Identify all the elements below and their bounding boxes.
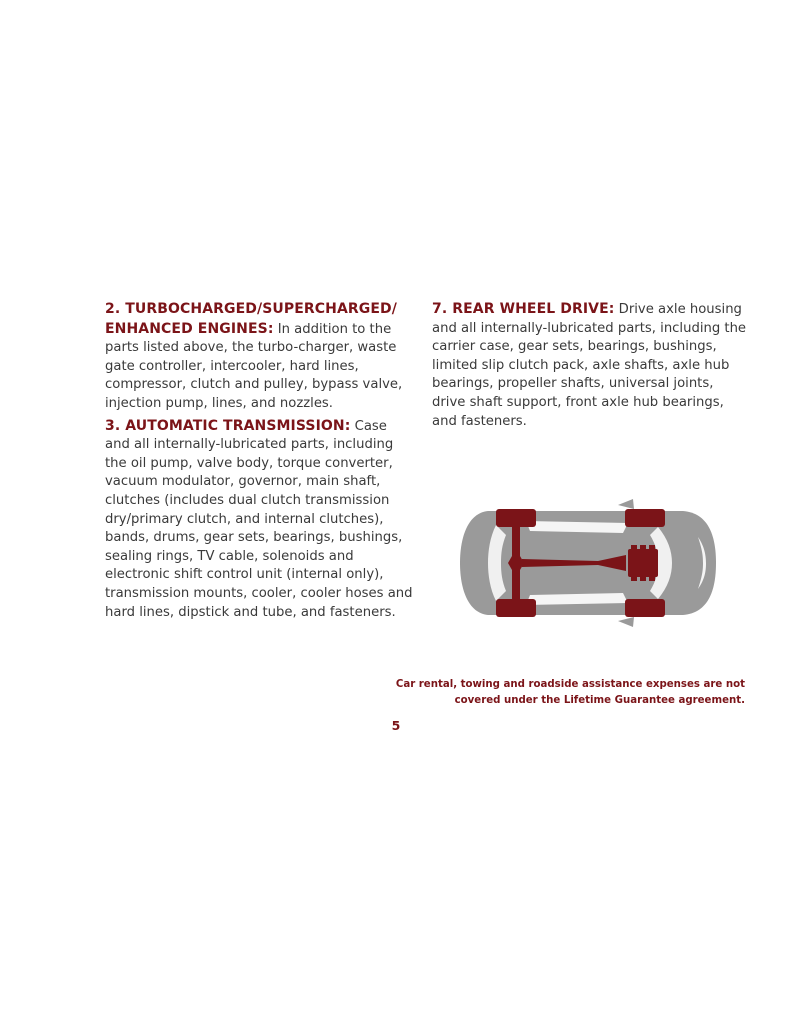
section-heading: 2. TURBOCHARGED/SUPERCHARGED/ ENHANCED ENGINES: — [105, 301, 397, 337]
front-left-wheel — [625, 509, 665, 527]
disclaimer-line: Car rental, towing and roadside assistance expenses are not — [395, 679, 745, 690]
disclaimer-line: covered under the Lifetime Guarantee agreement. — [454, 694, 745, 706]
section-automatic-transmission — [105, 417, 415, 623]
section-heading: 3. AUTOMATIC TRANSMISSION: — [105, 417, 351, 434]
engine-block — [649, 545, 655, 581]
rear-wheel-drive-car-illustration — [458, 497, 720, 629]
rear-left-wheel — [496, 509, 536, 527]
right-column — [432, 300, 750, 434]
section-body: Case and all internally-lubricated parts, including the oil pump, valve body, torque converter, vacuum modulator, governor, main shaft, clutches (includes dual clutch transmission dry/primary clutch, and internal clutches), bands, drums, gear sets, bearings, bushings, sealing rings, TV cable, solenoids and electronic shift control unit (internal only), transmission mounts, cooler, cooler hoses and hard lines, dipstick and tube, and fasteners. — [105, 418, 413, 620]
front-right-wheel — [625, 599, 665, 617]
section-body: Drive axle housing and all internally-lubricated parts, including the carrier case, gear sets, bearings, bushings, limited slip clutch pack, axle shafts, axle hub bearings, propeller shafts, universal joints, drive shaft support, front axle hub bearings, and fasteners. — [432, 302, 747, 429]
left-column — [105, 300, 415, 625]
section-rear-wheel-drive — [432, 300, 750, 431]
section-turbocharged — [105, 300, 415, 414]
disclaimer-note — [380, 677, 745, 708]
section-body: In addition to the parts listed above, the turbo-charger, waste gate controller, intercooler, hard lines, compressor, clutch and pulley, bypass valve, injection pump, lines, and nozzles. — [105, 321, 403, 411]
page-number: 5 — [391, 718, 401, 733]
section-heading: 7. REAR WHEEL DRIVE: — [432, 301, 615, 317]
engine-block — [631, 545, 637, 581]
rear-right-wheel — [496, 599, 536, 617]
engine-block — [640, 545, 646, 581]
